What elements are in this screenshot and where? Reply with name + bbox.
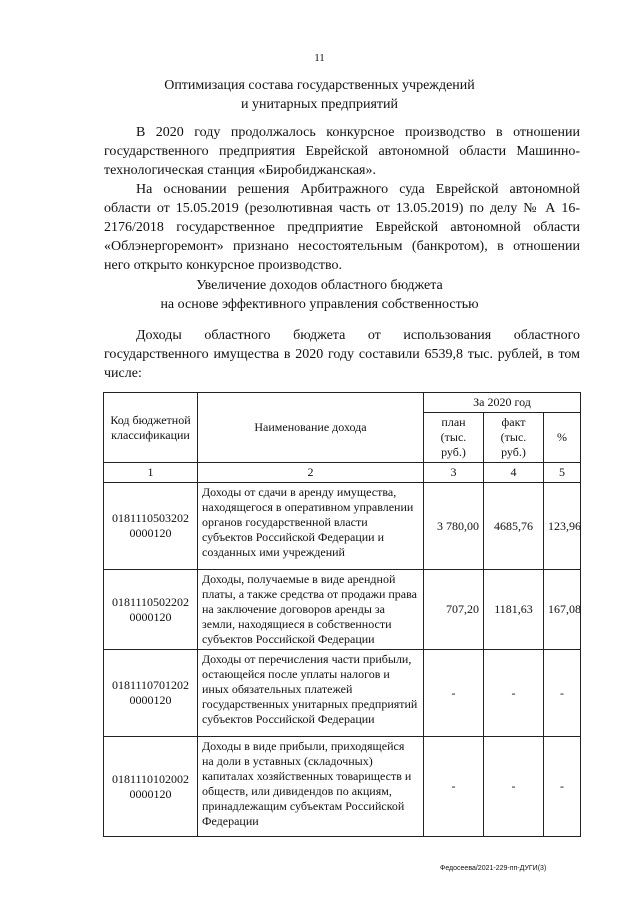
revenue-table <box>103 392 581 837</box>
section-heading-optimization <box>0 76 639 114</box>
header-year: За 2020 год <box>424 393 581 413</box>
document-footer-reference: Федосеева/2021-229-пп-ДУГИ(3) <box>440 865 547 872</box>
row-percent: - <box>544 737 581 837</box>
table-row <box>104 650 581 737</box>
header-name: Наименование дохода <box>198 393 424 463</box>
table-header-row <box>104 393 581 413</box>
column-number: 2 <box>198 463 424 483</box>
paragraph-bankruptcy-mts: В 2020 году продолжалось конкурсное производство в отношении государственного предприятия Еврейской автономной области Машинно-технологическая станция «Биробиджанская». <box>104 125 580 178</box>
row-plan: - <box>424 650 484 737</box>
heading-line: Оптимизация состава государственных учреждений <box>164 78 475 93</box>
header-percent: % <box>544 413 581 463</box>
row-code: 0181110701202 0000120 <box>104 650 198 737</box>
row-percent: - <box>544 650 581 737</box>
page-number: 11 <box>314 52 325 64</box>
header-plan: план (тыс. руб.) <box>424 413 484 463</box>
row-name: Доходы от перечисления части прибыли, остающейся после уплаты налогов и иных обязательных платежей государственных унитарных предприятий субъектов Российской Федерации <box>198 650 424 737</box>
row-fact: 4685,76 <box>484 483 544 570</box>
row-code: 0181110102002 0000120 <box>104 737 198 837</box>
row-percent: 167,08 <box>544 570 581 650</box>
paragraph-revenue-total: Доходы областного бюджета от использования областного государственного имущества в 2020 году составили 6539,8 тыс. рублей, в том числе: <box>104 328 580 381</box>
column-number: 5 <box>544 463 581 483</box>
row-code: 0181110503202 0000120 <box>104 483 198 570</box>
row-fact: - <box>484 737 544 837</box>
row-name: Доходы, получаемые в виде арендной платы, а также средства от продажи права на заключение договоров аренды за земли, находящиеся в собственности субъектов Российской Федерации <box>198 570 424 650</box>
table-row <box>104 570 581 650</box>
paragraph-bankruptcy-oblenergoremont: На основании решения Арбитражного суда Еврейской автономной области от 15.05.2019 (резолютивная часть от 13.05.2019) по делу № А 16-2176/2018 государственное предприятие Еврейской автономной области «Облэнергоремонт» признано несостоятельным (банкротом), в отношении него открыто конкурсное производство. <box>104 182 580 273</box>
column-number-row <box>104 463 581 483</box>
header-fact: факт (тыс. руб.) <box>484 413 544 463</box>
heading-line: Увеличение доходов областного бюджета <box>196 278 443 293</box>
row-plan: 707,20 <box>424 570 484 650</box>
header-code: Код бюджетной классификации <box>104 393 198 463</box>
table-row <box>104 483 581 570</box>
row-fact: 1181,63 <box>484 570 544 650</box>
row-percent: 123,96 <box>544 483 581 570</box>
row-plan: - <box>424 737 484 837</box>
row-code: 0181110502202 0000120 <box>104 570 198 650</box>
row-plan: 3 780,00 <box>424 483 484 570</box>
row-fact: - <box>484 650 544 737</box>
heading-line: на основе эффективного управления собственностью <box>160 297 479 312</box>
column-number: 1 <box>104 463 198 483</box>
column-number: 4 <box>484 463 544 483</box>
column-number: 3 <box>424 463 484 483</box>
table-row <box>104 737 581 837</box>
section-heading-revenue <box>0 276 639 314</box>
row-name: Доходы в виде прибыли, приходящейся на доли в уставных (складочных) капиталах хозяйственных товариществ и обществ, или дивидендов по акциям, принадлежащим субъектам Российской Федерации <box>198 737 424 837</box>
row-name: Доходы от сдачи в аренду имущества, находящегося в оперативном управлении органов государственной власти субъектов Российской Федерации и созданных ими учреждений <box>198 483 424 570</box>
heading-line: и унитарных предприятий <box>240 97 399 112</box>
